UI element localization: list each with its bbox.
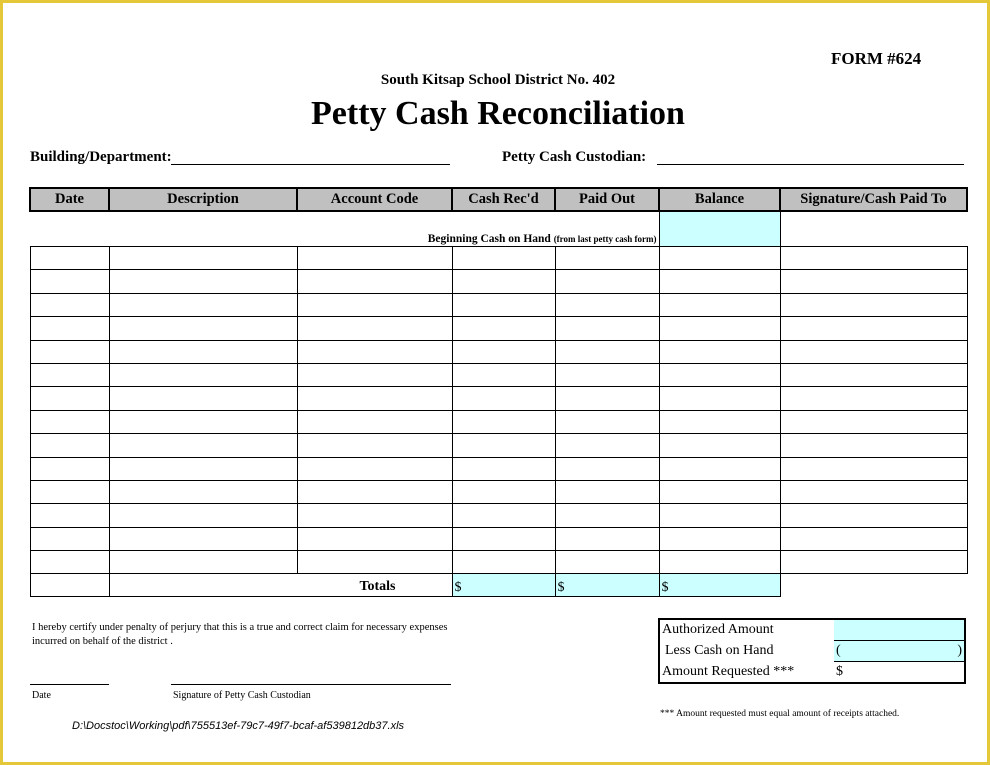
beginning-balance-cell[interactable] [659,211,780,247]
totals-blank-signature [780,574,967,597]
beginning-signature-cell [780,211,967,247]
table-row [30,410,967,433]
column-header-cash-recd: Cash Rec'd [452,188,555,211]
building-department-field[interactable] [171,164,450,165]
cell-description[interactable] [109,527,297,550]
cell-balance[interactable] [659,363,780,386]
table-header-row [30,188,967,211]
cell-balance[interactable] [659,293,780,316]
cell-balance[interactable] [659,247,780,270]
cell-date[interactable] [30,434,109,457]
cell-paid-out[interactable] [555,434,659,457]
less-cash-open-paren: ( [836,643,841,658]
cell-description[interactable] [109,480,297,503]
cell-balance[interactable] [659,457,780,480]
table-row [30,247,967,270]
column-header-description: Description [109,188,297,211]
table-row [30,363,967,386]
authorized-amount-field[interactable] [834,619,965,641]
cell-signature[interactable] [780,340,967,363]
cell-signature[interactable] [780,527,967,550]
cell-cash-recd[interactable] [452,410,555,433]
cell-balance[interactable] [659,527,780,550]
reconciliation-table [29,187,968,597]
cell-paid-out[interactable] [555,270,659,293]
totals-row [30,574,967,597]
cell-paid-out[interactable] [555,247,659,270]
cell-signature[interactable] [780,293,967,316]
cell-date[interactable] [30,340,109,363]
cell-paid-out[interactable] [555,387,659,410]
table-row [30,480,967,503]
cell-description[interactable] [109,247,297,270]
column-header-signature: Signature/Cash Paid To [780,188,967,211]
cell-balance[interactable] [659,410,780,433]
cell-date[interactable] [30,551,109,574]
cell-description[interactable] [109,410,297,433]
cell-account-code[interactable] [297,270,452,293]
date-label: Date [32,690,51,701]
cell-account-code[interactable] [297,363,452,386]
cell-account-code[interactable] [297,340,452,363]
less-cash-close-paren: ) [957,643,962,658]
total-cash-recd[interactable]: $ [452,574,555,597]
cell-cash-recd[interactable] [452,293,555,316]
cell-paid-out[interactable] [555,504,659,527]
cell-cash-recd[interactable] [452,527,555,550]
cell-cash-recd[interactable] [452,387,555,410]
cell-date[interactable] [30,457,109,480]
cell-description[interactable] [109,387,297,410]
beginning-cash-row [30,211,967,247]
cell-cash-recd[interactable] [452,434,555,457]
signature-label: Signature of Petty Cash Custodian [173,690,311,701]
cell-balance[interactable] [659,504,780,527]
cell-description[interactable] [109,551,297,574]
cell-paid-out[interactable] [555,480,659,503]
cell-paid-out[interactable] [555,551,659,574]
table-row [30,317,967,340]
table-row [30,527,967,550]
cell-paid-out[interactable] [555,410,659,433]
cell-date[interactable] [30,293,109,316]
form-number: FORM #624 [831,49,922,68]
cell-signature[interactable] [780,270,967,293]
table-row [30,340,967,363]
cell-date[interactable] [30,387,109,410]
cell-cash-recd[interactable] [452,551,555,574]
cell-balance[interactable] [659,340,780,363]
cell-date[interactable] [30,363,109,386]
beginning-cash-label [30,211,659,247]
cell-description[interactable] [109,340,297,363]
cell-cash-recd[interactable] [452,504,555,527]
cell-cash-recd[interactable] [452,480,555,503]
cell-account-code[interactable] [297,457,452,480]
cell-signature[interactable] [780,317,967,340]
cell-account-code[interactable] [297,527,452,550]
cell-account-code[interactable] [297,504,452,527]
less-cash-field[interactable] [834,641,965,662]
file-path: D:\Docstoc\Working\pdf\755513ef-79c7-49f7-bcaf-af539812db37.xls [72,720,405,732]
custodian-field[interactable] [657,164,964,165]
custodian-signature-line[interactable] [171,684,451,685]
building-department-label: Building/Department: [30,149,172,165]
cell-cash-recd[interactable] [452,247,555,270]
amount-requested-field[interactable]: $ [836,664,843,679]
cell-balance[interactable] [659,480,780,503]
cell-cash-recd[interactable] [452,363,555,386]
column-header-account-code: Account Code [297,188,452,211]
cell-description[interactable] [109,270,297,293]
custodian-label: Petty Cash Custodian: [502,149,647,165]
amount-summary-box [658,618,966,684]
cell-signature[interactable] [780,457,967,480]
cell-cash-recd[interactable] [452,317,555,340]
table-row [30,504,967,527]
cell-description[interactable] [109,293,297,316]
cell-signature[interactable] [780,480,967,503]
cell-paid-out[interactable] [555,457,659,480]
cell-paid-out[interactable] [555,317,659,340]
cell-cash-recd[interactable] [452,457,555,480]
cell-signature[interactable] [780,551,967,574]
less-cash-row [659,641,965,662]
cell-cash-recd[interactable] [452,270,555,293]
cell-signature[interactable] [780,363,967,386]
cell-account-code[interactable] [297,317,452,340]
cell-account-code[interactable] [297,387,452,410]
cell-description[interactable] [109,363,297,386]
table-row [30,434,967,457]
cell-description[interactable] [109,457,297,480]
cell-balance[interactable] [659,434,780,457]
column-header-date: Date [30,188,109,211]
cell-account-code[interactable] [297,480,452,503]
cell-description[interactable] [109,434,297,457]
cell-date[interactable] [30,247,109,270]
totals-blank-date [30,574,109,597]
total-paid-out[interactable]: $ [555,574,659,597]
cell-account-code[interactable] [297,247,452,270]
cell-balance[interactable] [659,387,780,410]
cell-signature[interactable] [780,387,967,410]
column-header-paid-out: Paid Out [555,188,659,211]
authorized-amount-row [659,619,965,641]
cell-paid-out[interactable] [555,340,659,363]
table-row [30,270,967,293]
receipts-note: *** Amount requested must equal amount of receipts attached. [660,709,900,719]
cell-signature[interactable] [780,504,967,527]
cell-cash-recd[interactable] [452,340,555,363]
cell-date[interactable] [30,480,109,503]
authorized-amount-label: Authorized Amount [662,622,774,638]
beginning-cash-text: Beginning Cash on Hand [427,233,551,245]
cell-date[interactable] [30,527,109,550]
cell-account-code[interactable] [297,434,452,457]
amount-requested-label: Amount Requested *** [662,663,795,679]
total-balance[interactable]: $ [659,574,780,597]
cell-signature[interactable] [780,247,967,270]
cell-paid-out[interactable] [555,527,659,550]
less-cash-label: Less Cash on Hand [665,643,774,658]
cell-description[interactable] [109,504,297,527]
certification-text: I hereby certify under penalty of perjury that this is a true and correct claim for necessary expenses incurred on behalf of the district . [32,622,448,647]
cell-date[interactable] [30,410,109,433]
table-row [30,457,967,480]
cell-balance[interactable] [659,270,780,293]
table-row [30,551,967,574]
cell-balance[interactable] [659,551,780,574]
column-header-balance: Balance [659,188,780,211]
cell-date[interactable] [30,504,109,527]
cell-account-code[interactable] [297,551,452,574]
amount-requested-row [659,662,965,684]
table-row [30,293,967,316]
beginning-cash-note: (from last petty cash form) [553,234,657,244]
cell-paid-out[interactable] [555,293,659,316]
cell-balance[interactable] [659,317,780,340]
cell-account-code[interactable] [297,293,452,316]
cell-paid-out[interactable] [555,363,659,386]
cell-signature[interactable] [780,410,967,433]
cell-signature[interactable] [780,434,967,457]
totals-label: Totals [109,574,452,597]
table-row [30,387,967,410]
date-signature-line[interactable] [30,684,109,685]
cell-description[interactable] [109,317,297,340]
district-name: South Kitsap School District No. 402 [380,72,616,88]
cell-account-code[interactable] [297,410,452,433]
page-title: Petty Cash Reconciliation [311,95,685,132]
cell-date[interactable] [30,317,109,340]
cell-date[interactable] [30,270,109,293]
